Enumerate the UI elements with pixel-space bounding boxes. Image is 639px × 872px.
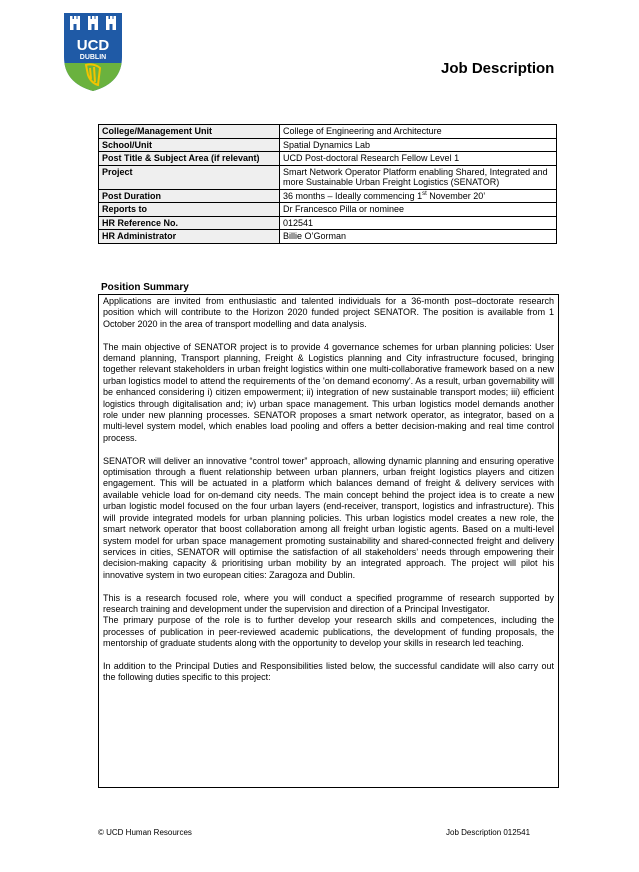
detail-label: Reports to: [99, 203, 280, 217]
detail-label: College/Management Unit: [99, 125, 280, 139]
detail-value: Smart Network Operator Platform enabling Shared, Integrated and more Sustainable Urban Freight Logistics (SENATOR): [280, 165, 557, 189]
summary-paragraph: In addition to the Principal Duties and Responsibilities listed below, the successful candidate will also carry out the following duties specific to this project:: [103, 660, 554, 683]
ordinal-suffix: st: [422, 190, 427, 197]
summary-paragraph: The main objective of SENATOR project is to provide 4 governance schemes for urban planning policies: User demand planning, Transport planning, Freight & Logistics planning and City infrastructure focused, bringing together relevant stakeholders in urban freight logistics within one multi-collaborative framework based on a new urban logistics model to attend the requirements of the 'on demand economy'. As a result, urban governability will be enhanced considering i) citizen empowerment; ii) integration of new sustainable transport modes; iii) efficient logistics through digitalisation and; iv) urban space management. This urban logistics model demands another role under new planning processes. SENATOR proposes a smart network operator, as integrator, based on a multi-level system model, which enables load pooling and offers a better decision-making and real time control process.: [103, 341, 554, 443]
logo-text-dublin: DUBLIN: [79, 54, 107, 61]
detail-label: Post Title & Subject Area (if relevant): [99, 152, 280, 166]
duration-text: 36 months – Ideally commencing 1: [283, 190, 423, 201]
table-row: [99, 230, 557, 244]
detail-label: Project: [99, 165, 280, 189]
detail-label: HR Administrator: [99, 230, 280, 244]
table-row: [99, 138, 557, 152]
detail-value: Billie O’Gorman: [280, 230, 557, 244]
table-row: [99, 216, 557, 230]
job-details-table: [98, 124, 557, 244]
detail-label: HR Reference No.: [99, 216, 280, 230]
duration-text-end: November 20’: [426, 190, 486, 201]
detail-value: College of Engineering and Architecture: [280, 125, 557, 139]
table-row: [99, 203, 557, 217]
table-row: [99, 152, 557, 166]
detail-value: Dr Francesco Pilla or nominee: [280, 203, 557, 217]
footer-reference: Job Description 012541: [446, 828, 531, 837]
table-row: [99, 189, 557, 203]
table-row: [99, 125, 557, 139]
detail-value: Spatial Dynamics Lab: [280, 138, 557, 152]
summary-paragraph: The primary purpose of the role is to further develop your research skills and competences, including the processes of publication in peer-reviewed academic publications, the development of funding proposals, the mentorship of graduate students along with the opportunity to develop your skills in research led teaching.: [103, 615, 554, 649]
table-row: [99, 165, 557, 189]
summary-paragraph: Applications are invited from enthusiastic and talented individuals for a 36-month post–doctorate research position which will contribute to the Horizon 2020 funded project SENATOR. The position is available from 1 October 2020 in the area of transport modelling and data analysis.: [103, 296, 554, 329]
position-summary-box: [98, 294, 559, 788]
footer-copyright: © UCD Human Resources: [98, 828, 192, 837]
detail-label: Post Duration: [99, 189, 280, 203]
summary-paragraph: SENATOR will deliver an innovative “control tower” approach, allowing dynamic planning and ensuring operative optimisation through a fluent relationship between urban planners, urban freight logistics players and citizen engagement. This will be actuated in a platform which balances demand of freight & delivery services with available vehicle load for on-demand city needs. The main concept behind the project idea is to create a new urban logistic model focused on the four urban layers (end-receiver, transport, logistics and infrastructure). This will provide integrated models for urban planning policies. This urban logistics model creates a new role, the smart network operator that boost collaboration among all freight urban logistic agents. Based on a multi-level system model for urban space management promoting sustainability and shared-connected freight and delivery services in cities, SENATOR will optimise the satisfaction of all stakeholders’ needs through empowering their decision-making capacity & prioritising urban mobility by an integrated approach. The project will pilot his innovative system in two european cities: Zaragoza and Dublin.: [103, 455, 554, 580]
ucd-logo: [64, 13, 122, 91]
position-summary-heading: Position Summary: [101, 282, 189, 293]
detail-value: 012541: [280, 216, 557, 230]
logo-text-ucd: UCD: [76, 37, 110, 54]
detail-value: UCD Post-doctoral Research Fellow Level 1: [280, 152, 557, 166]
detail-value: [280, 189, 557, 203]
document-title: Job Description: [441, 60, 555, 77]
detail-label: School/Unit: [99, 138, 280, 152]
summary-paragraph: This is a research focused role, where you will conduct a specified programme of research supported by research training and development under the supervision and direction of a Principal Investigator.: [103, 592, 554, 614]
